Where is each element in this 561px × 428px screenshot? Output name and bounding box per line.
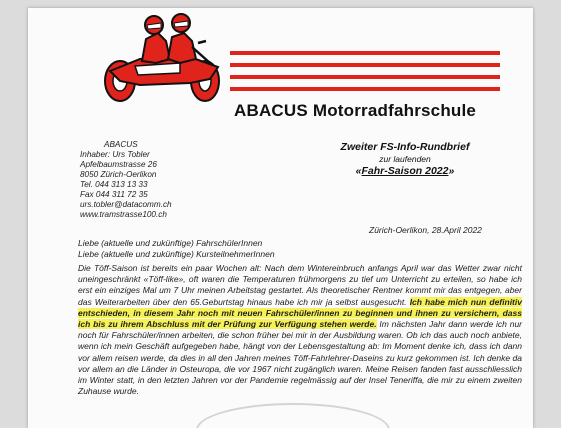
rundbrief-heading — [320, 141, 490, 177]
address-fax: Fax 044 311 72 35 — [80, 190, 148, 199]
sender-address — [80, 140, 172, 220]
school-name: ABACUS Motorradfahrschule — [234, 101, 477, 120]
letter-body — [78, 263, 522, 397]
address-tel: Tel. 044 313 13 33 — [80, 180, 148, 189]
body-text-1: Die Töff-Saison ist bereits ein paar Wochen alt: Nach dem Wintereinbruch anfangs April war das Wetter zwar nicht uneingeschränkt «Töff-like», oft waren die Temperaturen frühmorgens zu tief um Unterricht zu erteilen, so habe ich erst ein einziges Mal um 7 Uhr meinen Arbeitstag gestartet. Als theoretischer Rentner kommt mir das entgegen, aber das Weiterarbeiten über den 65.Geburtstag hinaus habe ich mir ja selbst ausgesucht. — [78, 263, 522, 307]
address-owner: Inhaber: Urs Tobler — [80, 150, 150, 159]
letter-date: Zürich-Oerlikon, 28.April 2022 — [369, 225, 482, 235]
address-city: 8050 Zürich-Oerlikon — [80, 170, 157, 179]
address-street: Apfelbaumstrasse 26 — [80, 160, 157, 169]
rundbrief-season: «Fahr-Saison 2022» — [355, 165, 455, 177]
greeting-line-2: Liebe (aktuelle und zukünftige) KursteilnehmerInnen — [78, 249, 275, 259]
rundbrief-title: Zweiter FS-Info-Rundbrief — [340, 141, 470, 153]
address-web[interactable]: www.tramstrasse100.ch — [80, 210, 167, 219]
motorcycle-logo — [80, 11, 500, 106]
highlighted-statement: Ich habe mich nun definitiv entschieden, in diesem Jahr noch mit neuen Fahrschüler/innen zu beginnen und ihnen zu versichern, dass ich bis zu ihrem Abschluss mit der Prüfung zur Verfügung stehen werde. — [78, 296, 522, 330]
address-email[interactable]: urs.tobler@datacomm.ch — [80, 200, 172, 209]
rundbrief-subtitle: zur laufenden — [379, 154, 431, 164]
greeting — [78, 238, 275, 260]
greeting-line-1: Liebe (aktuelle und zukünftige) FahrschülerInnen — [78, 238, 263, 248]
body-text-2: Im nächsten Jahr dann werde ich nur noch für Fahrschüler/innen arbeiten, die schon früher bei mir in der Ausbildung waren. Ob ich das auch noch anbiete, wenn ich mein Geschäft aufgegeben habe, hängt von der Lebensgestaltung ab: Im Moment denke ich, dass ich dann vor allem reisen werde, da dies in all den Jahren meines Töff-Fahrlehrer-Daseins zu kurz gekommen ist. Ich denke da vor allem an die Länder in Osteuropa, die vor 1967 nicht zugänglich waren. Meine Reisen fanden fast ausschliesslich im Winter statt, in den letzten Jahren vor der Pandemie regelmässig auf der Insel Teneriffa, die mir zu einem zweiten Zuhause wurde. — [78, 319, 522, 397]
stamp-watermark — [196, 403, 390, 428]
letter-page — [28, 8, 533, 428]
address-name: ABACUS — [104, 140, 138, 149]
